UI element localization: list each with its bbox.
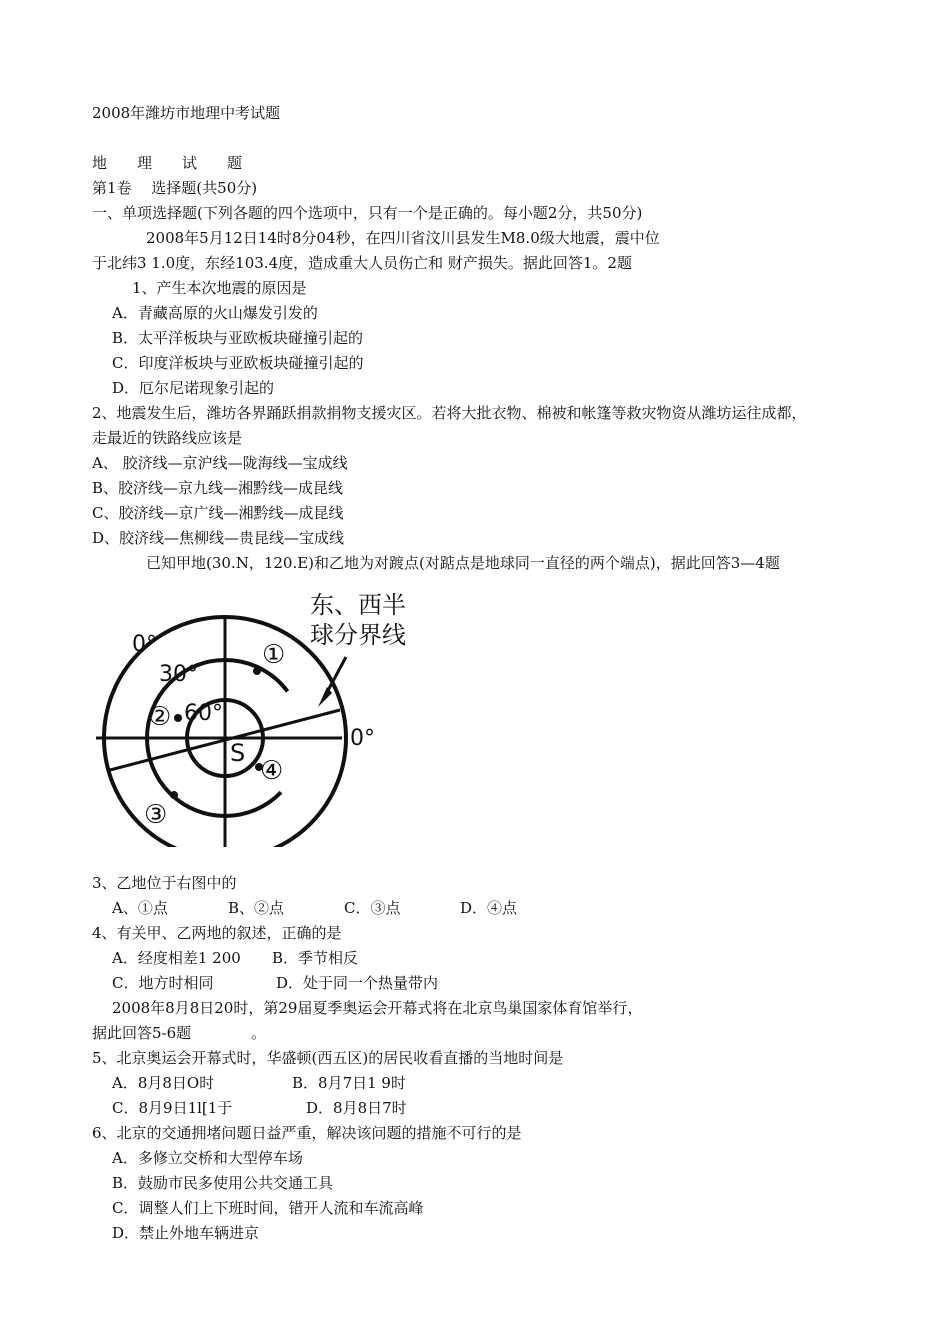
q3-option-a: A、①点 — [112, 899, 168, 917]
point4-label: ④ — [260, 756, 284, 786]
q5-option-c: C．8月9日1l[1于 — [112, 1099, 233, 1117]
point3-label: ③ — [144, 800, 168, 830]
q2-option-a: A、 胶济线—京沪线—陇海线—宝成线 — [92, 454, 348, 472]
q3-option-b: B、②点 — [228, 899, 285, 917]
subject-heading: 地 理 试 题 — [92, 154, 243, 172]
q3-option-d: D．④点 — [460, 899, 518, 917]
passage3-line1: 2008年8月8日20时，第29届夏季奥运会开幕式将在北京鸟巢国家体育馆举行， — [112, 999, 643, 1017]
dot-point3 — [170, 791, 178, 799]
q5-stem: 5、北京奥运会开幕式时，华盛顿(西五区)的居民收看直播的当地时间是 — [92, 1049, 564, 1067]
q2-stem-line1: 2、地震发生后，潍坊各界踊跃捐款捐物支援灾区。若将大批衣物、棉被和帐篷等救灾物资从潍坊运往成都， — [92, 404, 807, 422]
point2-label: ② — [148, 702, 172, 732]
lat-0-label: 0° — [132, 632, 157, 657]
q2-option-b: B、胶济线—京九线—湘黔线—成昆线 — [92, 479, 344, 497]
q6-option-a: A．多修立交桥和大型停车场 — [112, 1149, 303, 1167]
q6-option-d: D．禁止外地车辆进京 — [112, 1224, 260, 1242]
q4-option-a: A．经度相差1 200 — [112, 949, 241, 967]
passage1-line1: 2008年5月12日14时8分04秒，在四川省汶川县发生M8.0级大地震，震中位 — [146, 229, 660, 247]
lat-30-label: 30° — [159, 662, 198, 687]
q5-option-b: B．8月7日1 9时 — [292, 1074, 406, 1092]
q5-option-d: D．8月8日7时 — [306, 1099, 407, 1117]
passage2: 已知甲地(30.N，120.E)和乙地为对踱点(对踮点是地球同一直径的两个端点)，据此回答3—4题 — [146, 554, 780, 572]
q6-stem: 6、北京的交通拥堵问题日益严重，解决该问题的措施不可行的是 — [92, 1124, 522, 1142]
q2-option-d: D、胶济线—焦柳线—贵昆线—宝成线 — [92, 529, 345, 547]
q4-option-b: B．季节相反 — [272, 949, 359, 967]
point1-label: ① — [262, 640, 286, 670]
q1-option-b: B．太平洋板块与亚欧板块碰撞引起的 — [112, 329, 364, 347]
passage1-line2: 于北纬3 1.0度，东经103.4度，造成重大人员伤亡和 财产损失。据此回答1。2题 — [92, 254, 632, 272]
q6-option-b: B．鼓励市民多使用公共交通工具 — [112, 1174, 334, 1192]
dot-point2 — [174, 714, 182, 722]
lon-0-label: 0° — [350, 726, 375, 751]
volume-heading: 第1卷 选择题(共50分) — [92, 179, 258, 197]
q6-option-c: C．调整人们上下班时间，错开人流和车流高峰 — [112, 1199, 424, 1217]
q2-option-c: C、胶济线—京广线—湘黔线—成昆线 — [92, 504, 344, 522]
q1-option-d: D．厄尔尼诺现象引起的 — [112, 379, 275, 397]
callout-text-line2: 球分界线 — [310, 621, 406, 649]
q4-option-d: D．处于同一个热量带内 — [276, 974, 439, 992]
lat-60-label: 60° — [184, 701, 223, 726]
q1-option-a: A．青藏高原的火山爆发引发的 — [112, 304, 318, 322]
section-heading: 一、单项选择题(下列各题的四个选项中，只有一个是正确的。每小题2分，共50分) — [92, 204, 643, 222]
q1-option-c: C．印度洋板块与亚欧板块碰撞引起的 — [112, 354, 364, 372]
q2-stem-line2: 走最近的铁路线应该是 — [92, 429, 243, 447]
pole-label: S — [230, 739, 246, 767]
document-title: 2008年潍坊市地理中考试题 — [92, 104, 281, 122]
q4-stem: 4、有关甲、乙两地的叙述，正确的是 — [92, 924, 342, 942]
q3-option-c: C．③点 — [344, 899, 401, 917]
callout-text-line1: 东、西半 — [310, 591, 406, 619]
q5-option-a: A．8月8日O时 — [112, 1074, 215, 1092]
polar-projection-figure — [92, 585, 422, 847]
dot-point1 — [253, 667, 261, 675]
q1-stem: 1、产生本次地震的原因是 — [132, 279, 307, 297]
q4-option-c: C．地方时相同 — [112, 974, 214, 992]
q3-stem: 3、乙地位于右图中的 — [92, 874, 237, 892]
passage3-line2: 据此回答5-6题 。 — [92, 1024, 267, 1042]
